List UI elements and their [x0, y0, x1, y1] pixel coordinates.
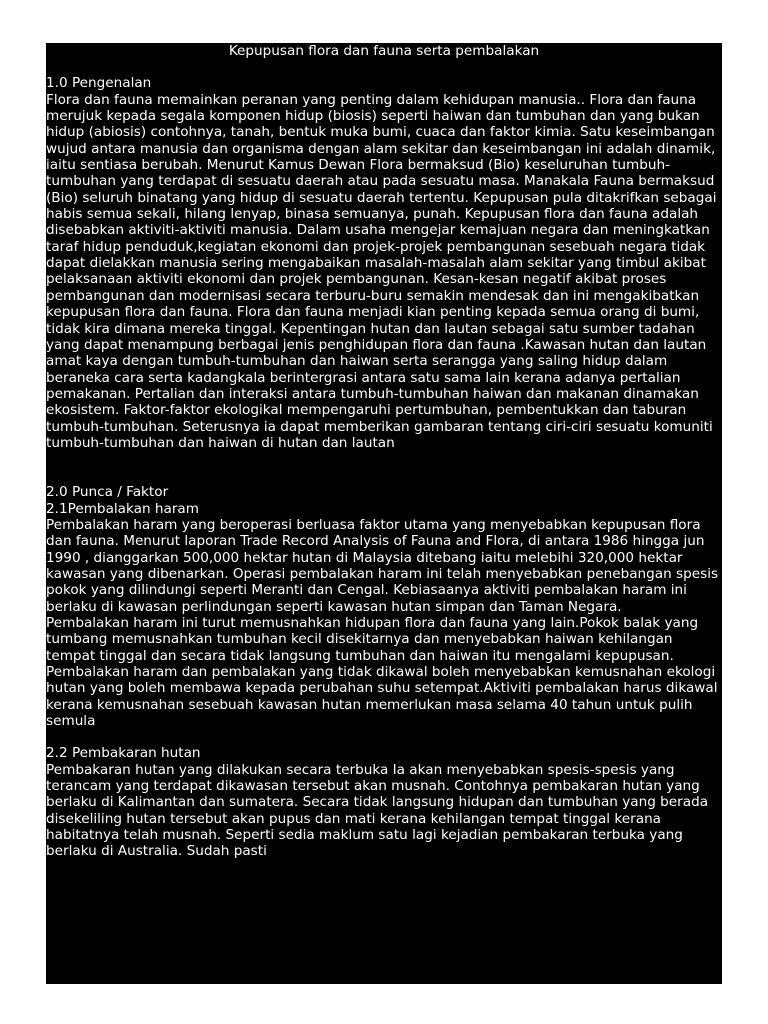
spacer	[46, 451, 722, 484]
paragraph-forest-burning-1: Pembakaran hutan yang dilakukan secara terbuka Ia akan menyebabkan spesis-spesis yang terancam yang terdapat dikawasan tersebut akan musnah. Contohnya pembakaran hutan yang berlaku di Kalimantan dan sumatera. Secara tidak langsung hidupan dan tumbuhan yang berada disekeliling hutan tersebut akan pupus dan mati kerana kehilangan tempat tinggal kerana habitatnya telah musnah. Seperti sedia maklum satu lagi kejadian pembakaran terbuka yang berlaku di Australia. Sudah pasti	[46, 761, 709, 860]
paragraph-illegal-logging-2: Pembalakan haram ini turut memusnahkan hidupan flora dan fauna yang lain.Pokok balak yang tumbang memusnahkan tumbuhan kecil disekitarnya dan menyebabkan haiwan kehilangan tempat tinggal dan secara tidak langsung tumbuhan dan haiwan itu mengalami kepupusan.	[46, 615, 699, 664]
section-heading-causes: 2.0 Punca / Faktor	[46, 484, 169, 501]
paragraph-illegal-logging-3: Pembalakan haram dan pembalakan yang tidak dikawal boleh menyebabkan kemusnahan ekologi hutan yang boleh membawa kepada perubahan suhu setempat.Aktiviti pembalakan harus dikawal kerana kemusnahan sesebuah kawasan hutan memerlukan masa selama 40 tahun untuk pulih semula	[46, 664, 718, 730]
spacer	[46, 59, 722, 75]
paragraph-illegal-logging-1: Pembalakan haram yang beroperasi berluasa faktor utama yang menyebabkan kepupusan flora dan fauna. Menurut laporan Trade Record Analysis of Fauna and Flora, di antara 1986 hingga jun 1990 , dianggarkan 500,000 hektar hutan di Malaysia ditebang iaitu melebihi 320,000 hektar kawasan yang dibenarkan. Operasi pembalakan haram ini telah menyebabkan penebangan spesis pokok yang dilindungi seperti Meranti dan Cengal. Kebiasaanya aktiviti pembalakan haram ini berlaku di kawasan perlindungan seperti kawasan hutan simpan dan Taman Negara.	[46, 516, 719, 615]
document-title: Kepupusan flora dan fauna serta pembalakan	[228, 43, 540, 59]
spacer	[46, 729, 722, 745]
subsection-heading-forest-burning: 2.2 Pembakaran hutan	[46, 745, 201, 762]
document-page	[46, 43, 722, 984]
section-heading-introduction: 1.0 Pengenalan	[46, 75, 152, 92]
paragraph-introduction: Flora dan fauna memainkan peranan yang penting dalam kehidupan manusia.. Flora dan fauna merujuk kepada segala komponen hidup (biosis) seperti haiwan dan tumbuhan dan yang bukan hidup (abiosis) contohnya, tanah, bentuk muka bumi, cuaca dan faktor kimia. Satu keseimbangan wujud antara manusia dan organisma dengan alam sekitar dan keseimbangan ini adalah dinamik, iaitu sentiasa berubah. Menurut Kamus Dewan Flora bermaksud (Bio) keseluruhan tumbuh-tumbuhan yang terdapat di sesuatu daerah atau pada sesuatu masa. Manakala Fauna bermaksud (Bio) seluruh binatang yang hidup di sesuatu daerah tertentu. Kepupusan pula ditakrifkan sebagai habis semua sekali, hilang lenyap, binasa semuanya, punah. Kepupusan flora dan fauna adalah disebabkan aktiviti-aktiviti manusia. Dalam usaha mengejar kemajuan negara dan meningkatkan taraf hidup penduduk,kegiatan ekonomi dan projek-projek pembangunan sesebuah negara tidak dapat dielakkan manusia sering mengabaikan masalah-masalah alam sekitar yang timbul akibat pelaksanaan aktiviti ekonomi dan projek pembangunan. Kesan-kesan negatif akibat proses pembangunan dan modernisasi secara terburu-buru semakin mendesak dan ini mengakibatkan kepupusan flora dan fauna. Flora dan fauna menjadi kian penting kepada semua orang di bumi, tidak kira dimana mereka tinggal. Kepentingan hutan dan lautan sebagai satu sumber tadahan yang dapat menampung berbagai jenis penghidupan flora dan fauna .Kawasan hutan dan lautan amat kaya dengan tumbuh-tumbuhan dan haiwan serta serangga yang saling hidup dalam beraneka cara serta kadangkala berintergrasi antara satu sama lain kerana adanya pertalian pemakanan. Pertalian dan interaksi antara tumbuh-tumbuhan haiwan dan makanan dinamakan ekosistem. Faktor-faktor ekologikal mempengaruhi pertumbuhan, pembentukkan dan taburan tumbuh-tumbuhan. Seterusnya ia dapat memberikan gambaran tentang ciri-ciri sesuatu komuniti tumbuh-tumbuhan dan haiwan di hutan dan lautan	[46, 91, 717, 451]
subsection-heading-illegal-logging: 2.1Pembalakan haram	[46, 500, 200, 517]
